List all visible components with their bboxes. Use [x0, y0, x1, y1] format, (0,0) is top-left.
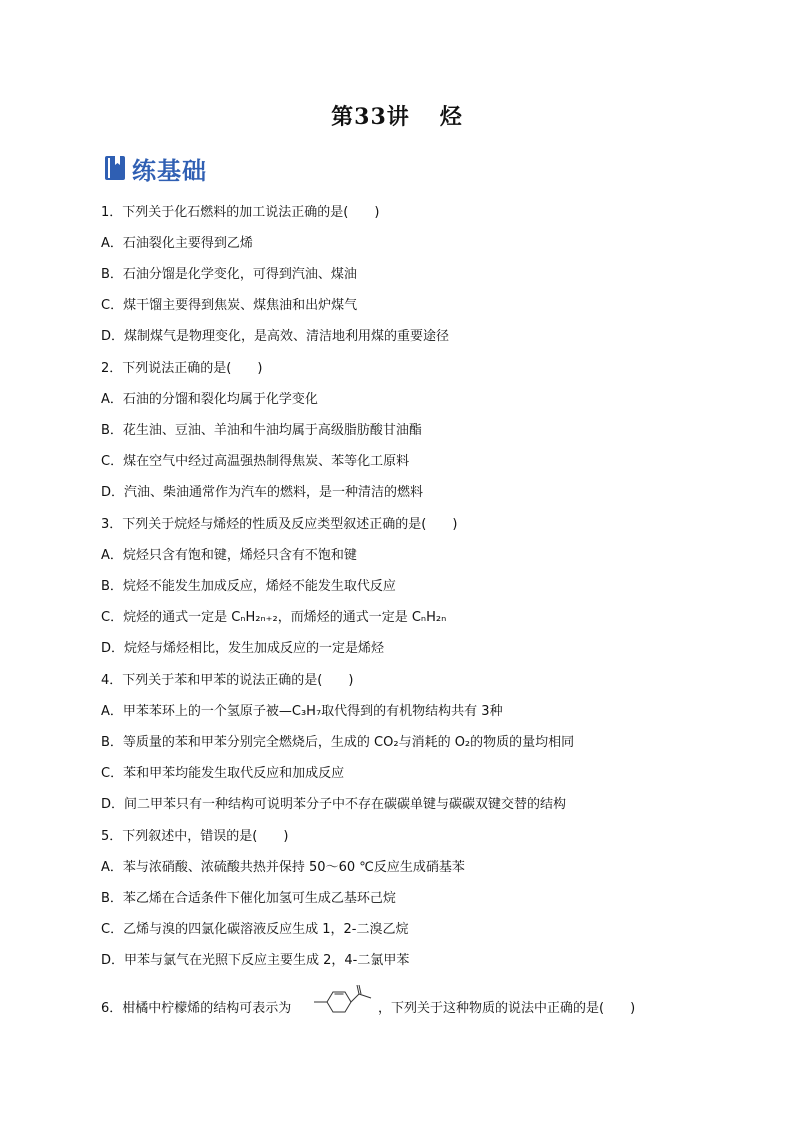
section-title: 练基础	[132, 156, 207, 185]
title-lecture: 第33讲	[331, 104, 410, 130]
option-c: C．烷烃的通式一定是 CₙH₂ₙ₊₂，而烯烃的通式一定是 CₙH₂ₙ	[101, 610, 447, 625]
option-c: C．煤干馏主要得到焦炭、煤焦油和出炉煤气	[101, 298, 358, 313]
title-topic: 烃	[439, 104, 463, 130]
option-b: B．石油分馏是化学变化，可得到汽油、煤油	[101, 267, 357, 282]
limonene-structure-figure	[312, 985, 374, 1019]
option-d: D．间二甲苯只有一种结构可说明苯分子中不存在碳碳单键与碳碳双键交替的结构	[101, 797, 567, 812]
question-stem: 5．下列叙述中，错误的是( )	[101, 829, 289, 844]
book-icon	[104, 155, 126, 181]
option-a: A．烷烃只含有饱和键，烯烃只含有不饱和键	[101, 548, 357, 563]
option-c: C．苯和甲苯均能发生取代反应和加成反应	[101, 766, 345, 781]
option-c: C．乙烯与溴的四氯化碳溶液反应生成 1，2-二溴乙烷	[101, 922, 409, 937]
option-d: D．烷烃与烯烃相比，发生加成反应的一定是烯烃	[101, 641, 385, 656]
option-c: C．煤在空气中经过高温强热制得焦炭、苯等化工原料	[101, 454, 410, 469]
question-stem: 4．下列关于苯和甲苯的说法正确的是( )	[101, 673, 354, 688]
question-stem: 3．下列关于烷烃与烯烃的性质及反应类型叙述正确的是( )	[101, 517, 458, 532]
option-a: A．甲苯苯环上的一个氢原子被—C₃H₇取代得到的有机物结构共有 3种	[101, 704, 503, 719]
option-a: A．石油的分馏和裂化均属于化学变化	[101, 392, 318, 407]
question-stem: 2．下列说法正确的是( )	[101, 361, 263, 376]
option-b: B．花生油、豆油、羊油和牛油均属于高级脂肪酸甘油酯	[101, 423, 422, 438]
option-d: D．煤制煤气是物理变化，是高效、清洁地利用煤的重要途径	[101, 329, 450, 344]
page-title	[0, 100, 794, 131]
question-6-stem-after: ，下列关于这种物质的说法中正确的是( )	[378, 1001, 636, 1016]
option-d: D．汽油、柴油通常作为汽车的燃料，是一种清洁的燃料	[101, 485, 424, 500]
option-b: B．苯乙烯在合适条件下催化加氢可生成乙基环己烷	[101, 891, 396, 906]
section-header	[104, 150, 207, 186]
option-a: A．苯与浓硝酸、浓硫酸共热并保持 50～60 ℃反应生成硝基苯	[101, 860, 465, 875]
option-a: A．石油裂化主要得到乙烯	[101, 236, 253, 251]
option-b: B．烷烃不能发生加成反应，烯烃不能发生取代反应	[101, 579, 396, 594]
question-stem: 1．下列关于化石燃料的加工说法正确的是( )	[101, 205, 380, 220]
option-b: B．等质量的苯和甲苯分别完全燃烧后，生成的 CO₂与消耗的 O₂的物质的量均相同	[101, 735, 575, 750]
option-d: D．甲苯与氯气在光照下反应主要生成 2，4-二氯甲苯	[101, 953, 410, 968]
question-6-stem-before: 6．柑橘中柠檬烯的结构可表示为	[101, 1001, 292, 1016]
